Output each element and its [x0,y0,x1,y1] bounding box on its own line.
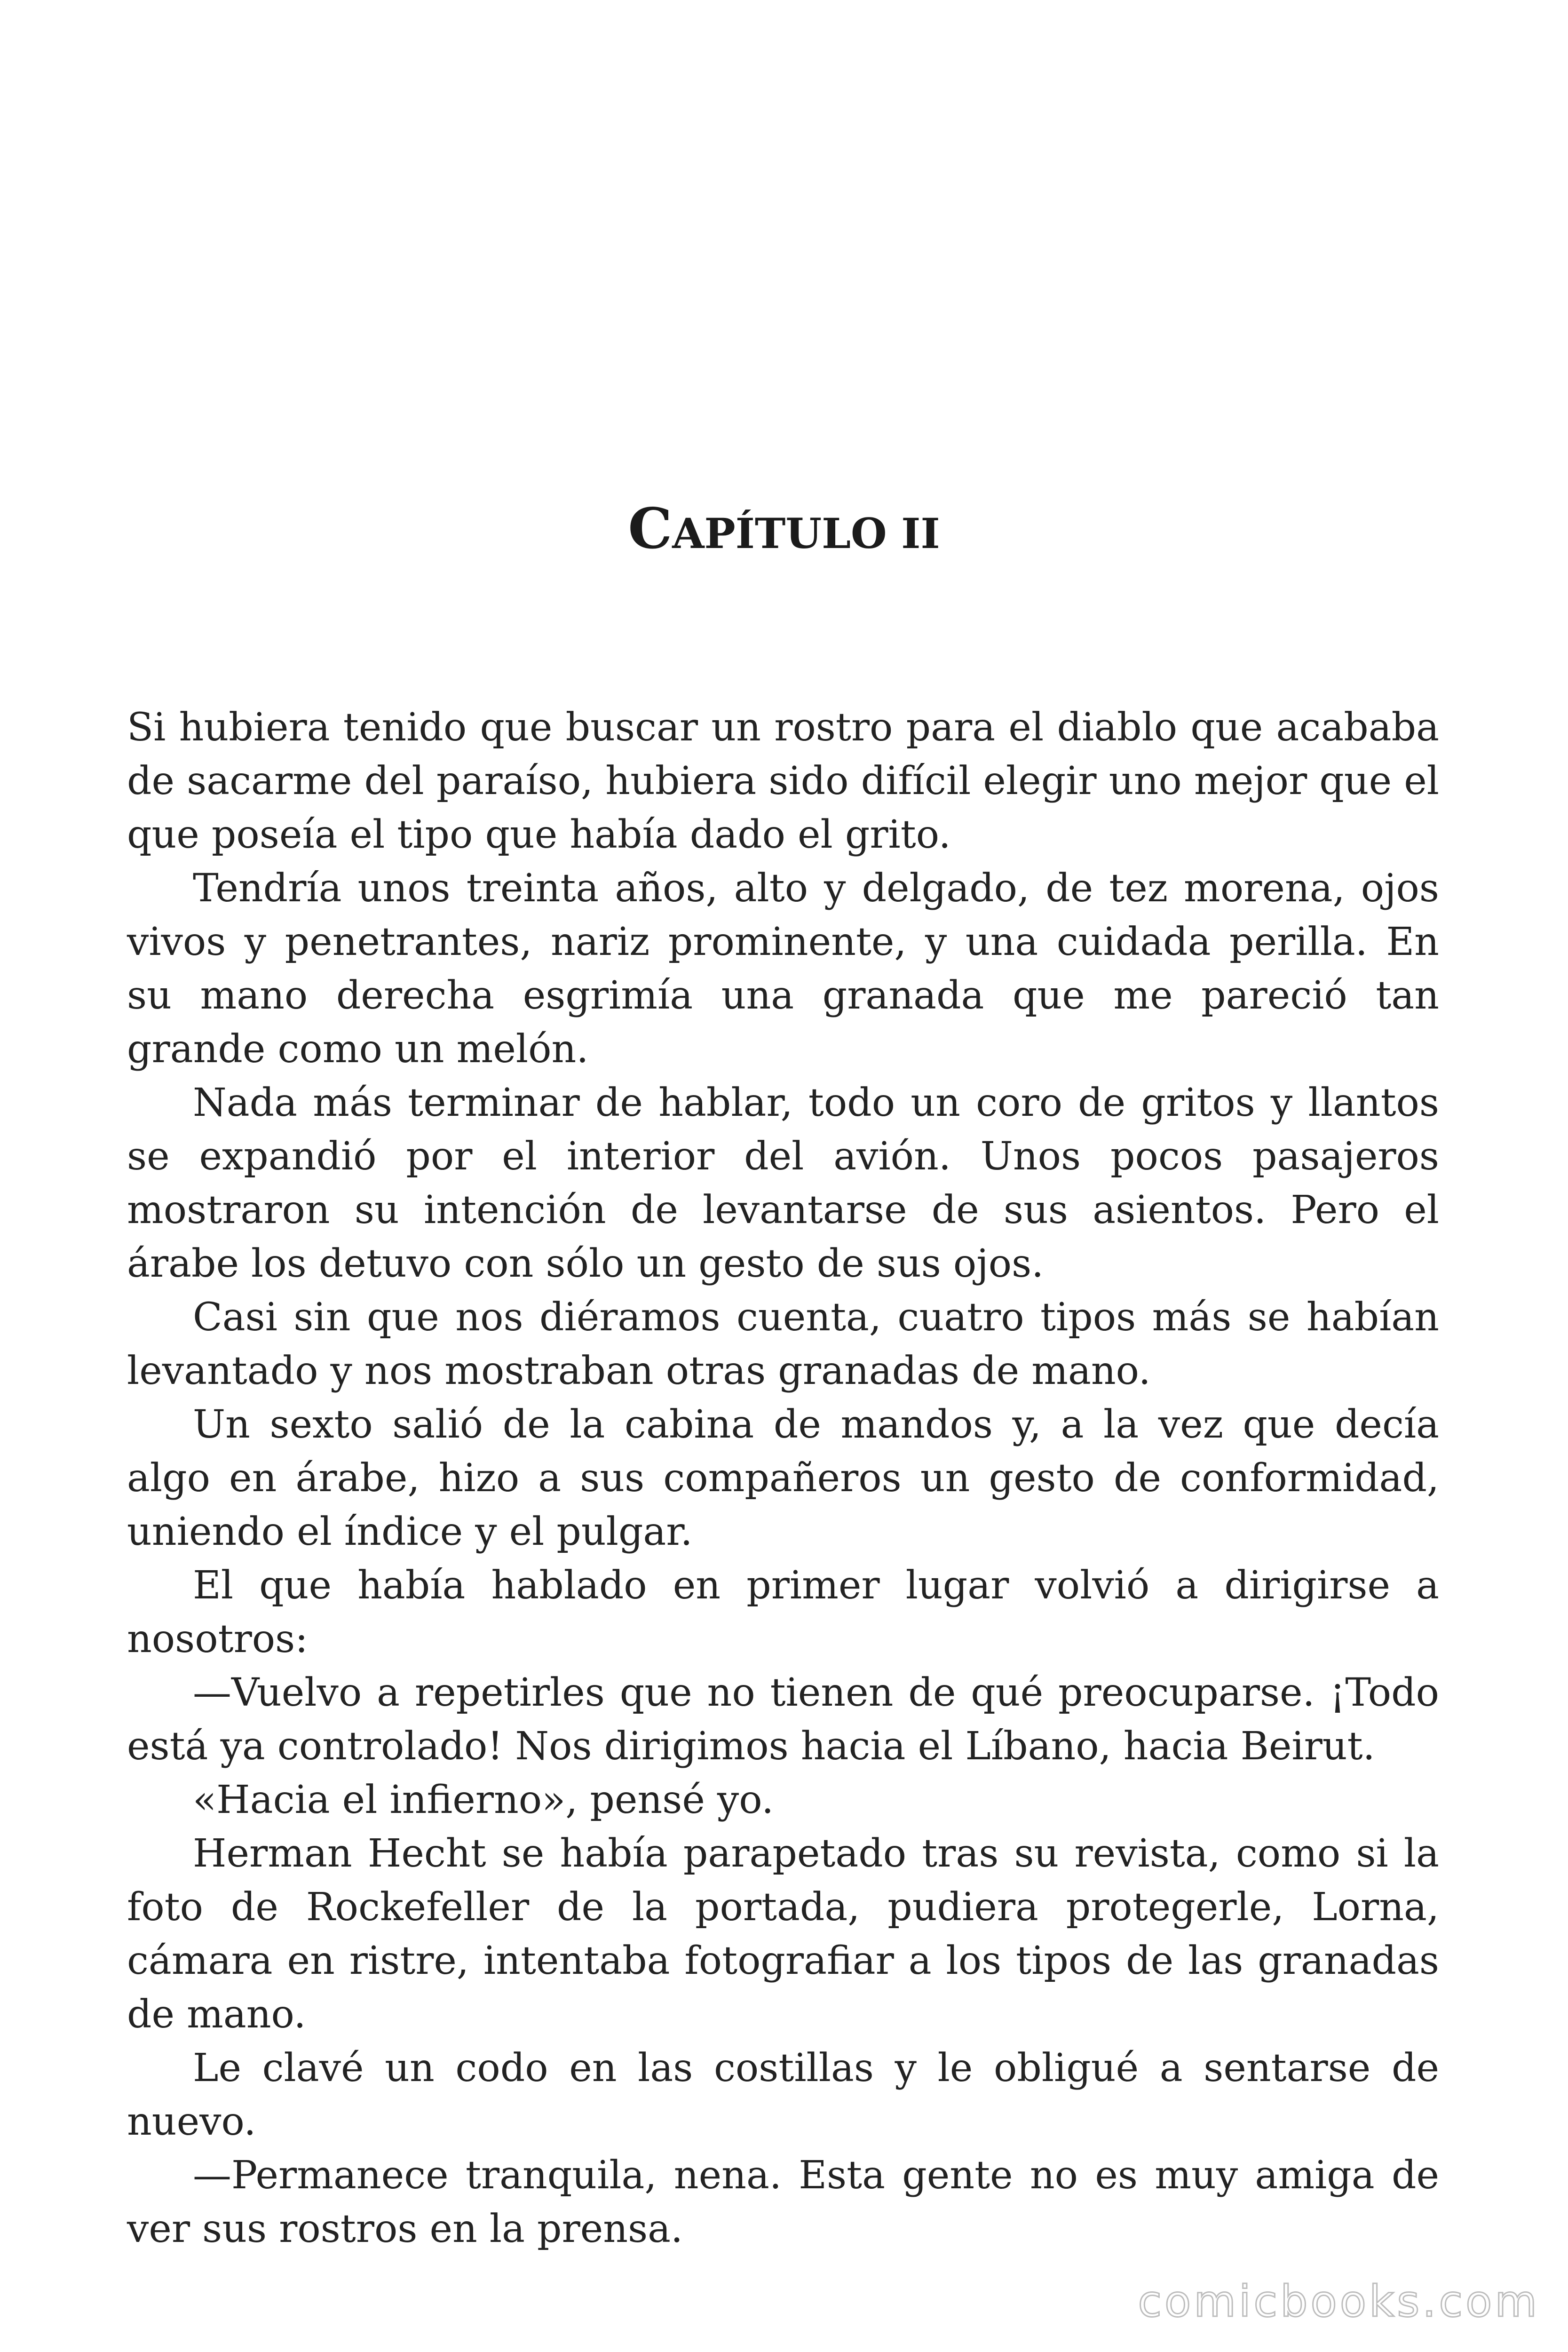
paragraph: Un sexto salió de la cabina de mandos y, a la vez que decía algo en árabe, hizo a sus compañeros un gesto de conformidad, uniendo el índice y el pulgar. [127,1402,1439,1554]
paragraph: Casi sin que nos diéramos cuenta, cuatro tipos más se habían levantado y nos mostraban otras granadas de mano. [127,1295,1439,1393]
dialogue-paragraph: —Permanece tranquila, nena. Esta gente no es muy amiga de ver sus rostros en la prensa. [127,2153,1439,2251]
chapter-title [0,496,1568,566]
watermark: comicbooks.com [1138,2276,1540,2327]
chapter-title-initial: C [628,496,673,562]
paragraph: El que había hablado en primer lugar volvió a dirigirse a nosotros: [127,1563,1439,1661]
paragraph: Si hubiera tenido que buscar un rostro para el diablo que acababa de sacarme del paraíso, hubiera sido difícil elegir uno mejor que el que poseía el tipo que había dado el grito. [127,705,1439,857]
paragraph: Nada más terminar de hablar, todo un coro de gritos y llantos se expandió por el interior del avión. Unos pocos pasajeros mostraron su intención de levantarse de sus asientos. Pero el árabe los detuvo con sólo un gesto de sus ojos. [127,1081,1439,1286]
paragraph: Le clavé un codo en las costillas y le obligué a sentarse de nuevo. [127,2046,1439,2144]
chapter-title-rest: APÍTULO II [672,509,940,558]
paragraph: «Hacia el infierno», pensé yo. [193,1778,774,1822]
chapter-body [127,701,1439,2256]
paragraph: Tendría unos treinta años, alto y delgado, de tez morena, ojos vivos y penetrantes, nariz prominente, y una cuidada perilla. En su mano derecha esgrimía una granada que me pareció tan grande como un melón. [127,866,1439,1072]
dialogue-paragraph: —Vuelvo a repetirles que no tienen de qué preocuparse. ¡Todo está ya controlado! Nos dirigimos hacia el Líbano, hacia Beirut. [127,1670,1439,1769]
paragraph: Herman Hecht se había parapetado tras su revista, como si la foto de Rockefeller de la portada, pudiera protegerle, Lorna, cámara en ristre, intentaba fotografiar a los tipos de las granadas de mano. [127,1831,1439,2037]
